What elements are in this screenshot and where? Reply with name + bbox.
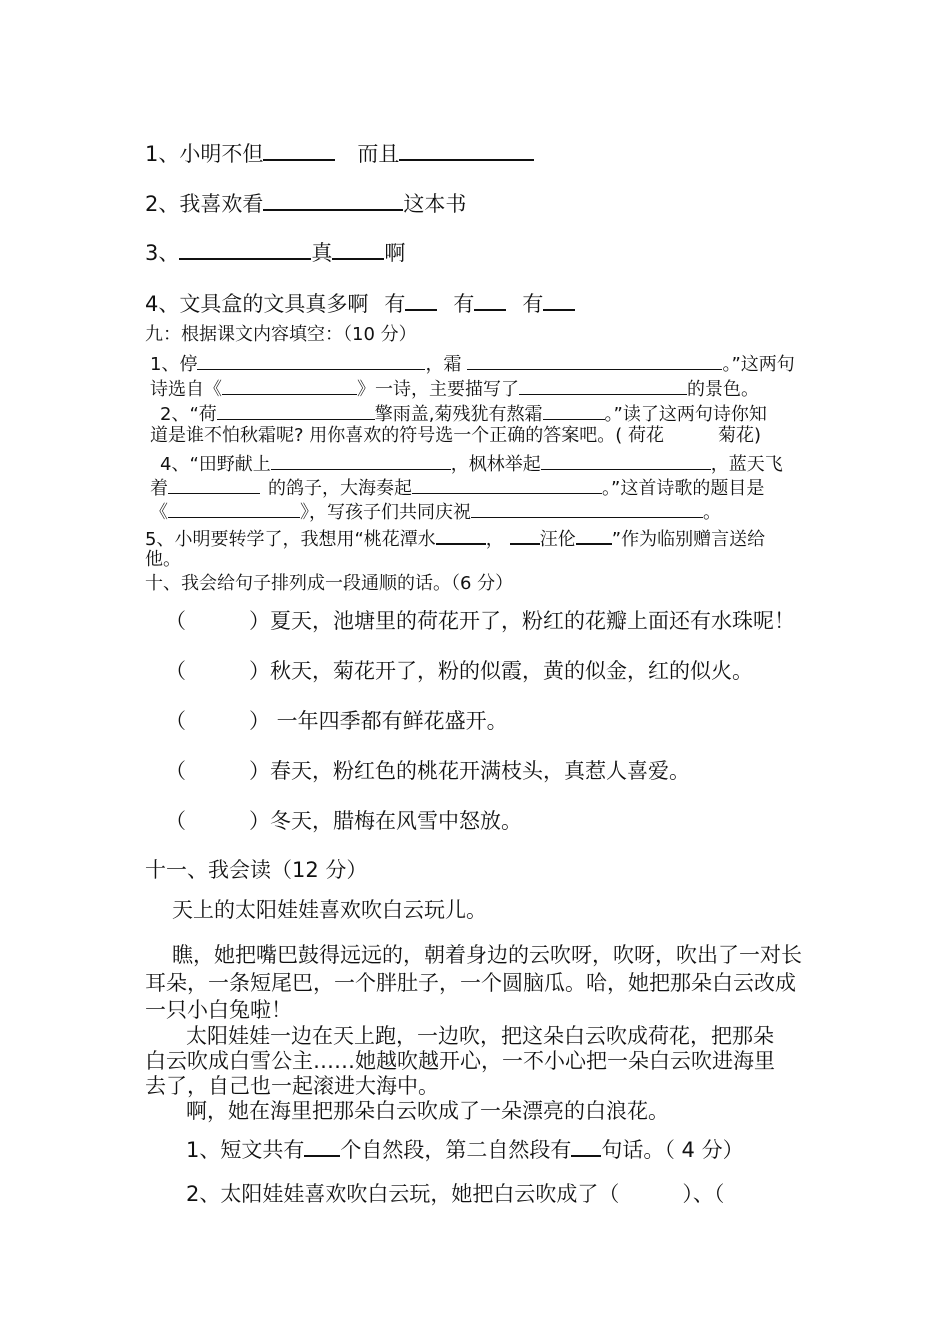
poem-line-9: 他。 — [145, 549, 181, 570]
text: 《 — [150, 501, 168, 523]
text: 有 — [522, 292, 544, 317]
passage-title: 天上的太阳娃娃喜欢吹白云玩儿。 — [172, 898, 487, 922]
text: 。”这两句 — [722, 353, 795, 375]
section9-heading: 九：根据课文内容填空：（10 分） — [145, 324, 417, 345]
blank[interactable] — [168, 474, 260, 494]
blank[interactable] — [197, 350, 425, 370]
text: 4、“田野献上 — [160, 453, 271, 475]
blank[interactable] — [467, 350, 722, 370]
blank[interactable] — [168, 498, 300, 518]
blank[interactable] — [474, 287, 506, 311]
order-item-2: （ ）秋天，菊花开了，粉的似霞，黄的似金，红的似火。 — [165, 659, 753, 683]
poem-line-8 — [145, 524, 765, 550]
blank[interactable] — [222, 375, 357, 395]
blank[interactable] — [263, 187, 403, 211]
blank[interactable] — [405, 287, 437, 311]
order-item-3: （ ） 一年四季都有鲜花盛开。 — [165, 709, 508, 733]
poem-line-7 — [150, 498, 721, 523]
text: 》，写孩子们共同庆祝 — [300, 501, 471, 523]
section11-heading: 十一、我会读（12 分） — [145, 858, 368, 882]
blank[interactable] — [519, 375, 687, 395]
text: 1、短文共有 — [186, 1138, 305, 1163]
blank[interactable] — [543, 400, 605, 420]
text: 5、小明要转学了，我想用“桃花潭水 — [145, 528, 436, 550]
passage-p2-line3: 一只小白兔啦！ — [145, 998, 292, 1022]
blank[interactable] — [271, 450, 451, 470]
text: 1、停 — [150, 353, 198, 375]
blank[interactable] — [263, 137, 335, 161]
text: 》一诗，主要描写了 — [357, 378, 519, 400]
question-2: 2、太阳娃娃喜欢吹白云玩，她把白云吹成了（ ）、（ — [186, 1182, 725, 1206]
passage-p2-line1: 瞧，她把嘴巴鼓得远远的，朝着身边的云吹呀，吹呀，吹出了一对长 — [172, 943, 802, 967]
text: 句话。（ 4 分） — [601, 1138, 744, 1163]
text: 1、小明不但 — [145, 142, 264, 167]
blank[interactable] — [541, 450, 711, 470]
blank[interactable] — [510, 524, 540, 545]
text: 着 — [150, 477, 168, 499]
blank[interactable] — [304, 1133, 340, 1157]
passage-p3-line1: 太阳娃娃一边在天上跑，一边吹，把这朵白云吹成荷花，把那朵 — [186, 1024, 774, 1048]
blank[interactable] — [576, 524, 612, 545]
blank[interactable] — [412, 474, 602, 494]
passage-p3-line2: 白云吹成白雪公主……她越吹越开心，一不小心把一朵白云吹进海里 — [145, 1049, 775, 1073]
order-item-1: （ ）夏天，池塘里的荷花开了，粉红的花瓣上面还有水珠呢！ — [165, 609, 795, 633]
poem-line-3 — [160, 400, 767, 425]
text: ，枫林举起 — [450, 453, 541, 475]
text: 3、 — [145, 241, 180, 266]
passage-p4: 啊，她在海里把那朵白云吹成了一朵漂亮的白浪花。 — [186, 1099, 669, 1123]
text: 。 — [703, 501, 721, 523]
blank[interactable] — [179, 236, 311, 260]
sentence-1 — [145, 137, 534, 167]
blank[interactable] — [436, 524, 486, 545]
text: ，霜 — [425, 353, 462, 375]
question-1 — [186, 1133, 744, 1163]
text: 。”读了这两句诗你知 — [604, 403, 767, 425]
text: 这本书 — [403, 192, 467, 217]
poem-line-5 — [160, 450, 783, 475]
text: 有 — [453, 292, 475, 317]
blank[interactable] — [543, 287, 575, 311]
text: ”作为临别赠言送给 — [611, 528, 766, 550]
order-item-5: （ ）冬天，腊梅在风雪中怒放。 — [165, 809, 522, 833]
text: 诗选自《 — [150, 378, 222, 400]
blank[interactable] — [471, 498, 703, 518]
text: 2、“荷 — [160, 403, 217, 425]
passage-p2-line2: 耳朵，一条短尾巴，一个胖肚子，一个圆脑瓜。哈，她把那朵白云改成 — [145, 971, 796, 995]
text: 啊 — [384, 241, 406, 266]
section10-heading: 十、我会给句子排列成一段通顺的话。（6 分） — [145, 573, 514, 594]
order-item-4: （ ）春天，粉红色的桃花开满枝头，真惹人喜爱。 — [165, 759, 690, 783]
text: 个自然段，第二自然段有 — [340, 1138, 572, 1163]
sentence-2 — [145, 187, 466, 217]
text: ，蓝天飞 — [710, 453, 783, 475]
poem-line-1 — [150, 350, 795, 375]
text: 汪伦 — [539, 528, 576, 550]
text: 擎雨盖,菊残犹有熬霜 — [374, 403, 543, 425]
text: 。”这首诗歌的题目是 — [602, 477, 765, 499]
text: 的景色。 — [687, 378, 759, 400]
poem-line-6 — [150, 474, 764, 499]
text: ， — [485, 528, 504, 550]
text: 而且 — [357, 142, 400, 167]
sentence-3 — [145, 236, 405, 266]
text: 有 — [384, 292, 406, 317]
text: 真 — [311, 241, 333, 266]
blank[interactable] — [217, 400, 375, 420]
blank[interactable] — [399, 137, 534, 161]
text: 2、我喜欢看 — [145, 192, 264, 217]
text: 的鸽子，大海奏起 — [268, 477, 412, 499]
blank[interactable] — [332, 236, 384, 260]
text: 4、文具盒的文具真多啊 — [145, 292, 369, 317]
sentence-4 — [145, 287, 575, 317]
blank[interactable] — [571, 1133, 601, 1157]
poem-line-4: 道是谁不怕秋霜呢? 用你喜欢的符号选一个正确的答案吧。( 荷花 菊花) — [150, 425, 762, 446]
passage-p3-line3: 去了，自己也一起滚进大海中。 — [145, 1074, 439, 1098]
poem-line-2 — [150, 375, 759, 400]
